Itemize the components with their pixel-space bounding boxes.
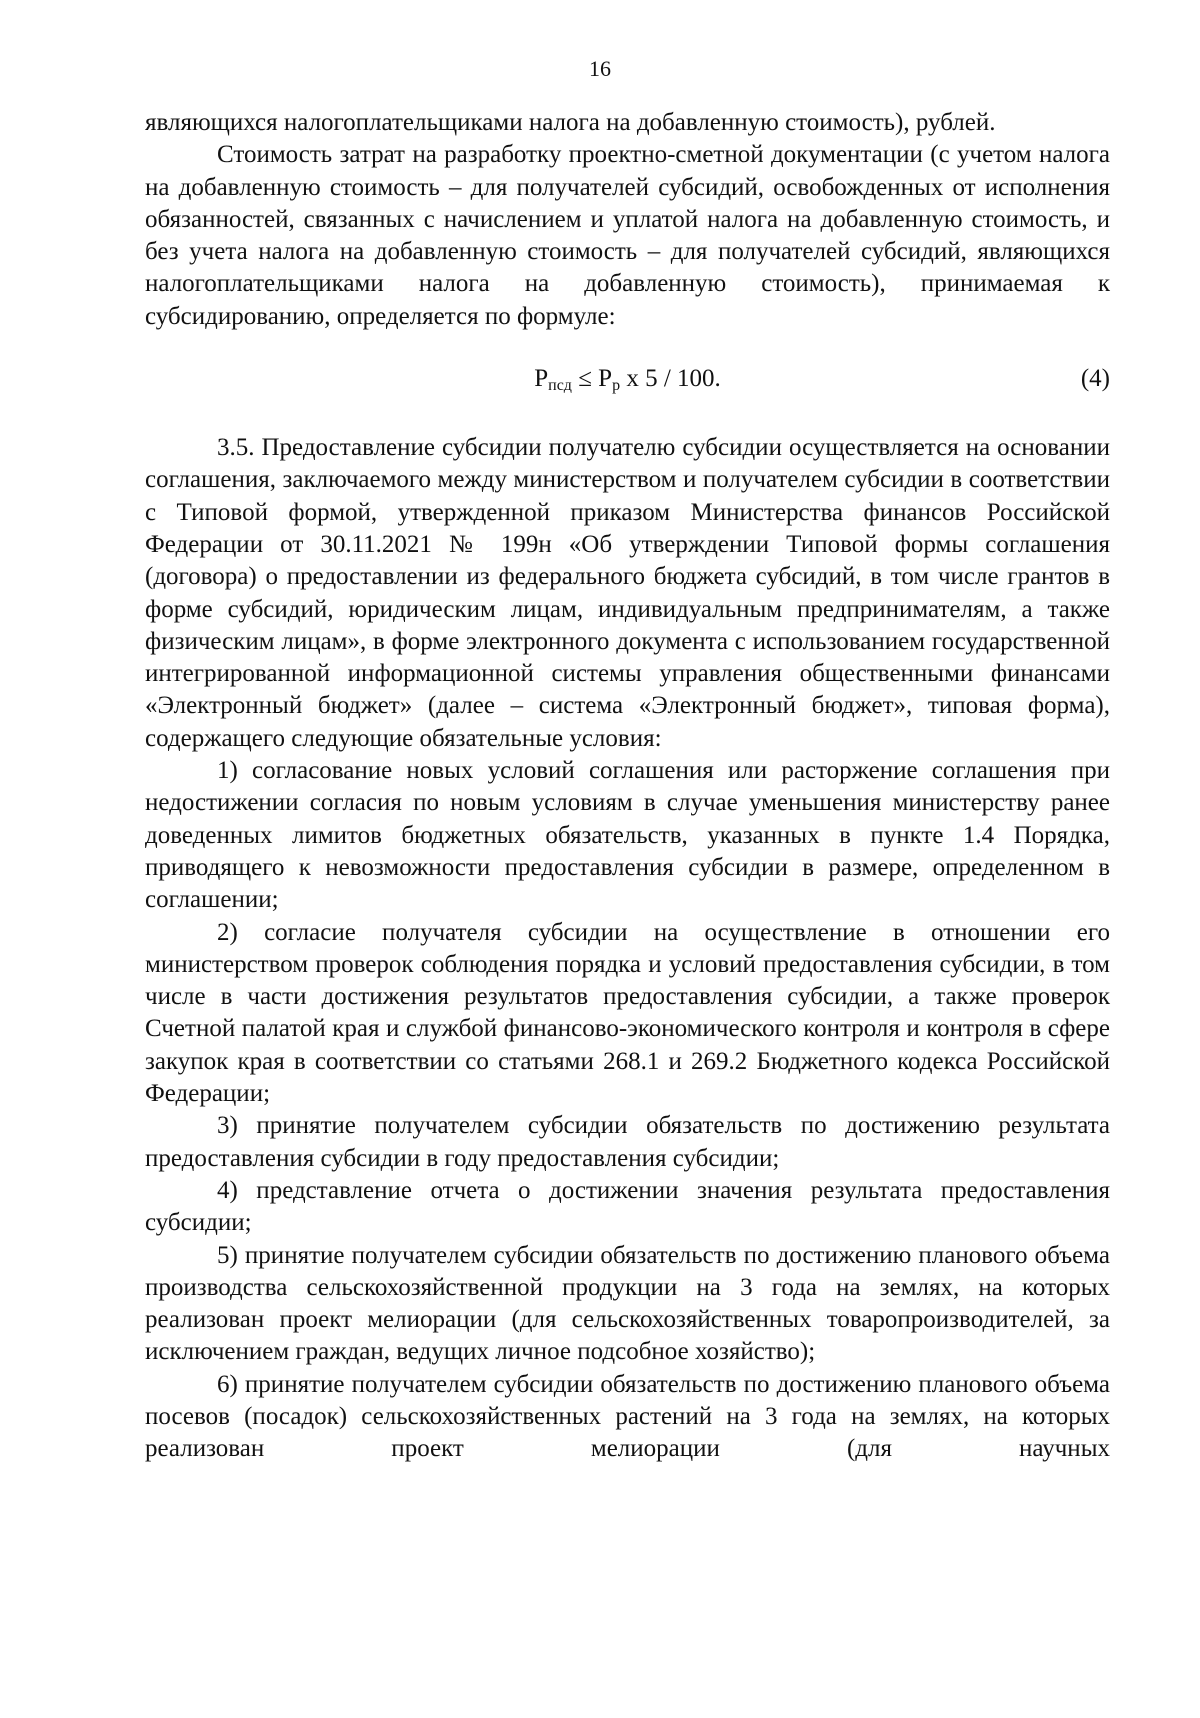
paragraph-3-5: 3.5. Предоставление субсидии получателю субсидии осуществляется на основании соглашения, заключаемого между министерством и получателем субсидии в соответствии с Типовой формой, утвержденной приказом Министерства финансов Российской Федерации от 30.11.2021 № 199н «Об утверждении Типовой формы соглашения (договора) о предоставлении из федерального бюджета субсидий, в том числе грантов в форме субсидий, юридическим лицам, индивидуальным предпринимателям, а также физическим лицам», в форме электронного документа с использованием государственной интегрированной информационной системы управления общественными финансами «Электронный бюджет» (далее – система «Электронный бюджет», типовая форма), содержащего следующие обязательные условия: [145, 434, 1110, 752]
list-item-3: 3) принятие получателем субсидии обязательств по достижению результата предоставления субсидии в году предоставления субсидии; [145, 1112, 1110, 1172]
formula-number: (4) [1080, 365, 1110, 393]
paragraph-continuation: являющихся налогоплательщиками налога на добавленную стоимость), рублей. [145, 109, 996, 136]
list-item-6: 6) принятие получателем субсидии обязательств по достижению планового объема посевов (посадок) сельскохозяйственных растений на 3 года на землях, на которых реализован проект мелиорации (для научных [145, 1370, 1110, 1463]
formula-lhs-subscript: псд [548, 377, 572, 395]
formula-rhs-subscript: р [612, 377, 621, 395]
formula-4 [145, 363, 1110, 395]
formula-operator: ≤ [571, 365, 599, 393]
formula-lhs: P [534, 365, 549, 393]
formula-tail: x 5 / 100. [620, 365, 721, 393]
paragraph-cost-definition: Стоимость затрат на разработку проектно-сметной документации (с учетом налога на добавленную стоимость – для получателей субсидий, освобожденных от исполнения обязанностей, связанных с начислением и уплатой налога на добавленную стоимость, и без учета налога на добавленную стоимость – для получателей субсидий, являющихся налогоплательщиками налога на добавленную стоимость), принимаемая к субсидированию, определяется по формуле: [145, 141, 1110, 330]
list-item-5: 5) принятие получателем субсидии обязательств по достижению планового объема производства сельскохозяйственной продукции на 3 года на землях, на которых реализован проект мелиорации (для сельскохозяйственных товаропроизводителей, за исключением граждан, ведущих личное подсобное хозяйство); [145, 1241, 1110, 1366]
document-body [145, 107, 1110, 1466]
list-item-2: 2) согласие получателя субсидии на осуществление в отношении его министерством проверок соблюдения порядка и условий предоставления субсидии, в том числе в части достижения результатов предоставления субсидии, а также проверок Счетной палатой края и службой финансово-экономического контроля и контроля в сфере закупок края в соответствии со статьями 268.1 и 269.2 Бюджетного кодекса Российской Федерации; [145, 918, 1110, 1108]
page-number: 16 [589, 56, 611, 81]
formula-expression [145, 363, 1110, 402]
formula-rhs: P [598, 365, 613, 393]
list-item-1: 1) согласование новых условий соглашения или расторжение соглашения при недостижении согласия по новым условиям в случае уменьшения министерству ранее доведенных лимитов бюджетных обязательств, указанных в пункте 1.4 Порядка, приводящего к невозможности предоставления субсидии в размере, определенном в соглашении; [145, 757, 1110, 914]
spacer [145, 424, 1110, 432]
list-item-4: 4) представление отчета о достижении значения результата предоставления субсидии; [145, 1176, 1110, 1237]
